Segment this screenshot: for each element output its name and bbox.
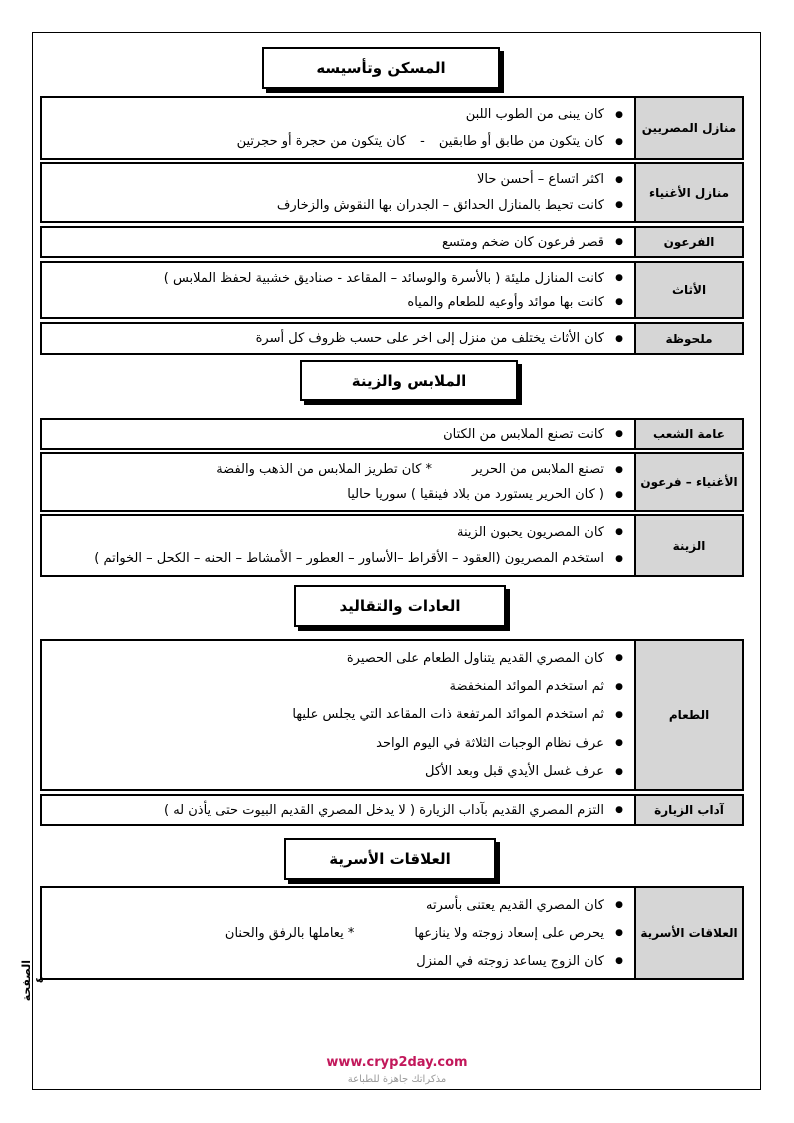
- list-item: ● كان المصريون يحبون الزينة: [457, 524, 623, 540]
- row-label: العلاقات الأسرية: [634, 888, 742, 978]
- list-item: ● كانت تحيط بالمنازل الحدائق – الجدران بها النقوش والزخارف: [276, 197, 623, 213]
- list-item: ● اكثر اتساع – أحسن حالا: [476, 172, 623, 188]
- list-item: ● كانت بها موائد وأوعيه للطعام والمياه: [407, 294, 623, 310]
- list-item: ● كان الأثاث يختلف من منزل إلى اخر على حسب ظروف كل أسرة: [255, 331, 623, 346]
- row-label: عامة الشعب: [634, 420, 742, 448]
- section-title-clothing: [300, 360, 518, 401]
- footer-tagline: مذكراتك جاهزة للطباعة: [347, 1074, 447, 1085]
- row-label: ملحوظة: [634, 324, 742, 353]
- footer-url: www.cryp2day.com: [326, 1055, 468, 1070]
- row-label: الفرعون: [634, 228, 742, 256]
- row-food: [40, 639, 744, 791]
- row-note: [40, 322, 744, 355]
- section-title-text: العادات والتقاليد: [339, 597, 461, 615]
- list-item: ● تصنع الملابس من الحرير * كان تطريز الملابس من الذهب والفضة: [216, 462, 623, 477]
- list-item: ● ثم استخدم الموائد المرتفعة ذات المقاعد التي يجلس عليها: [292, 707, 623, 723]
- list-item: ● كانت المنازل مليئة ( بالأسرة والوسائد – المقاعد - صناديق خشبية لحفظ الملابس ): [163, 270, 623, 286]
- list-item: ● كان يتكون من طابق أو طابقين - كان يتكون من حجرة أو حجرتين: [236, 134, 623, 149]
- row-visiting: [40, 794, 744, 826]
- section-title-text: المسكن وتأسيسه: [316, 59, 446, 77]
- row-family-relations: [40, 886, 744, 980]
- list-item: ● عرف غسل الأيدي قبل وبعد الأكل: [425, 764, 623, 780]
- row-label: الطعام: [634, 641, 742, 789]
- list-item: ● عرف نظام الوجبات الثلاثة في اليوم الواحد: [376, 735, 623, 751]
- list-item: ● استخدم المصريون (العقود – الأقراط –الأساور – العطور – الأمشاط – الحنه – الكحل – الخواتم ): [94, 551, 623, 567]
- list-item: ● كان الزوج يساعد زوجته في المنزل: [416, 953, 623, 969]
- row-label: الأثاث: [634, 263, 742, 317]
- row-pharaoh: [40, 226, 744, 258]
- list-item: ● كان يبنى من الطوب اللبن: [465, 107, 623, 122]
- row-label: منازل الأغنياء: [634, 164, 742, 221]
- list-item: ● قصر فرعون كان ضخم ومتسع: [441, 234, 623, 250]
- row-furniture: [40, 261, 744, 319]
- section-title-housing: [262, 47, 500, 89]
- row-rich-homes: [40, 162, 744, 223]
- list-item: ● ثم استخدم الموائد المنخفضة: [449, 679, 623, 695]
- row-label: منازل المصريين: [634, 98, 742, 158]
- row-label: الزينة: [634, 516, 742, 575]
- section-title-customs: [294, 585, 506, 627]
- row-rich-pharaoh: [40, 452, 744, 512]
- list-item: ● ( كان الحرير يستورد من بلاد فينقيا ) سوريا حاليا: [347, 487, 623, 502]
- section-title-family: [284, 838, 496, 880]
- list-item: ● كان المصري القديم يتناول الطعام على الحصيرة: [346, 650, 623, 666]
- page-number: الصفحة ٤: [20, 960, 46, 1002]
- list-item: ● يحرص على إسعاد زوجته ولا ينازعها * يعاملها بالرفق والحنان: [224, 925, 623, 941]
- row-egyptian-homes: [40, 96, 744, 160]
- row-common-people: [40, 418, 744, 450]
- row-adornment: [40, 514, 744, 577]
- row-label: آداب الزيارة: [634, 796, 742, 824]
- section-title-text: العلاقات الأسرية: [329, 850, 451, 868]
- list-item: ● كانت تصنع الملابس من الكتان: [443, 426, 623, 442]
- list-item: ● التزم المصري القديم بآداب الزيارة ( لا يدخل المصري القديم البيوت حتى يأذن له ): [163, 802, 623, 818]
- list-item: ● كان المصري القديم يعتنى بأسرته: [426, 897, 623, 913]
- row-label: الأغنياء – فرعون: [634, 454, 742, 510]
- section-title-text: الملابس والزينة: [351, 371, 467, 390]
